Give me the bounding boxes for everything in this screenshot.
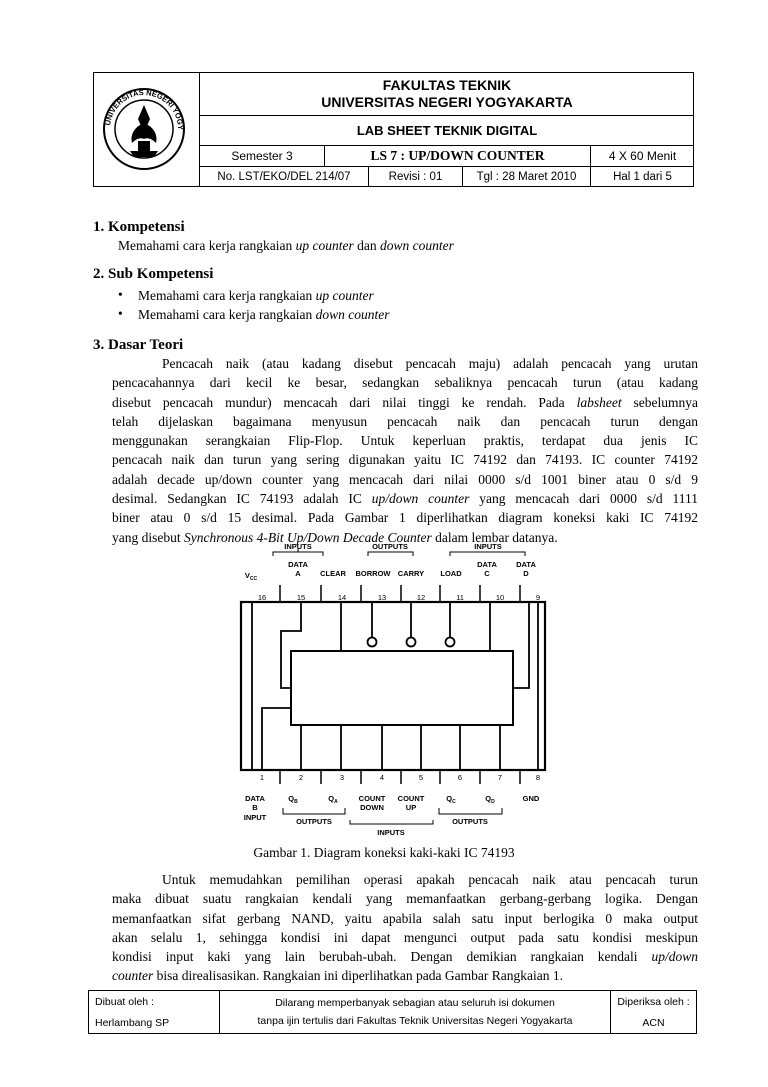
pin-number: 2 (298, 773, 304, 782)
document-footer (88, 990, 697, 1034)
doc-number: No. LST/EKO/DEL 214/07 (217, 170, 351, 183)
pin-label: COUNT (397, 794, 425, 803)
checked-by-name: ACN (642, 1017, 665, 1029)
pin-label: $Q_B$ (288, 794, 298, 805)
pin-label: DATA (516, 560, 536, 569)
pin-label: A (295, 569, 301, 578)
brace-outputs-left (283, 808, 345, 814)
sheet-title: LAB SHEET TEKNIK DIGITAL (356, 123, 538, 138)
ic-logic-block (291, 651, 513, 725)
pin-number: 13 (377, 593, 387, 602)
pin-label: COUNT (358, 794, 386, 803)
ic-74193-pin-diagram (225, 538, 555, 838)
pin-label: DATA (477, 560, 497, 569)
pin-label: LOAD (440, 569, 462, 578)
pin-label: $Q_C$ (446, 794, 456, 805)
brace-outputs-right (439, 808, 502, 814)
pin-number: 3 (339, 773, 345, 782)
lesson-title: LS 7 : UP/DOWN COUNTER (370, 148, 545, 163)
copyright-notice-2: tanpa ijin tertulis dari Fakultas Teknik Universitas Negeri Yogyakarta (257, 1015, 573, 1027)
made-by-label: Dibuat oleh : (95, 996, 154, 1008)
pin-number: 11 (456, 593, 464, 602)
pin-label: C (484, 569, 490, 578)
checked-by-label: Diperiksa oleh : (617, 996, 690, 1008)
top-group-label: OUTPUTS (372, 542, 408, 551)
bottom-group-label: OUTPUTS (452, 817, 488, 826)
brace-outputs-top (368, 552, 413, 556)
pin-number: 5 (418, 773, 424, 782)
pin-label: $Q_A$ (328, 794, 338, 805)
university-logo (94, 73, 200, 186)
pin-label-vcc: $V_{CC}$ (244, 571, 258, 582)
pin-number: 14 (337, 593, 347, 602)
date: Tgl : 28 Maret 2010 (476, 170, 577, 183)
semester: Semester 3 (231, 149, 293, 163)
pin-number: 10 (495, 593, 505, 602)
pin-number: 7 (497, 773, 503, 782)
pin-dividers (280, 585, 520, 784)
pin-number: 9 (535, 593, 541, 602)
pin-label: INPUT (243, 813, 267, 822)
bottom-group-label: OUTPUTS (296, 817, 332, 826)
pin-label: B (252, 803, 258, 812)
duration: 4 X 60 Menit (608, 149, 677, 163)
pin-label: CLEAR (320, 569, 346, 578)
brace-inputs-bottom (350, 820, 433, 824)
brace-inputs-right (450, 552, 525, 556)
top-group-label: INPUTS (284, 542, 312, 551)
pin-number: 4 (379, 773, 385, 782)
university-name: UNIVERSITAS NEGERI YOGYAKARTA (321, 94, 573, 110)
pin-number: 1 (259, 773, 265, 782)
pin-label: $Q_D$ (485, 794, 495, 805)
pin-label: D (523, 569, 529, 578)
section-dasar-teori-title: 3. Dasar Teori (93, 337, 184, 353)
pin-label: UP (405, 803, 417, 812)
svg-text:UNIVERSITAS NEGERI YOGYAKARTA: UNIVERSITAS NEGERI YOGY (103, 87, 186, 130)
faculty-name: FAKULTAS TEKNIK (382, 77, 512, 93)
pin-label: DATA (288, 560, 308, 569)
theory-paragraph-1: Pencacah naik (atau kadang disebut pencacah maju) adalah pencacah yang urutan pencacahannya dari kecil ke besar, sedangkan sebaliknya pencacah turun (atau kadang disebut pencacah mundur) mencacah dari nilai tinggi ke rendah. Pada labsheet sebelumnya telah dijelaskan bagaimana menyusun pencacah naik dan pencacah turun dengan menggunakan serangkaian Flip-Flop. Untuk keperluan praktis, terdapat dua jenis IC pencacah naik dan turun yang sering digunakan yaitu IC 74192 dan 74193. IC counter 74192 adalah decade up/down counter yang mencacah dari nilai 0000 s/d 1001 biner atau 0 s/d 9 desimal. Sedangkan IC 74193 adalah IC up/down counter yang mencacah dari 0000 s/d 1111 biner atau 0 s/d 15 desimal. Pada Gambar 1 diperlihatkan diagram koneksi kaki IC 74192 yang disebut Synchronous 4-Bit Up/Down Decade Counter dalam lembar datanya. (112, 356, 699, 545)
pin-number: 12 (416, 593, 426, 602)
copyright-notice-1: Dilarang memperbanyak sebagian atau seluruh isi dokumen (275, 997, 555, 1009)
brace-inputs-left (273, 548, 323, 556)
section-kompetensi-title: 1. Kompetensi (93, 219, 185, 235)
pin-label: DATA (245, 794, 265, 803)
pin-number: 6 (457, 773, 463, 782)
theory-paragraph-2: Untuk memudahkan pemilihan operasi apakah pencacah naik atau pencacah turun maka dibuat suatu rangkaian kendali yang memanfaatkan gerbang-gerbang logika. Dengan memanfaatkan sifat gerbang NAND, yaitu apabila salah satu input berlogika 0 maka output akan selalu 1, sehingga kondisi ini dapat mengunci output pada satu kondisi meskipun kondisi input kaki yang lain berubah-ubah. Dengan demikian rangkaian kendali up/down counter bisa direalisasikan. Rangkaian ini diperlihatkan pada Gambar Rangkaian 1. (112, 872, 698, 984)
revision: Revisi : 01 (388, 170, 443, 183)
pin-label: DOWN (360, 803, 384, 812)
section-sub-kompetensi-title: 2. Sub Kompetensi (93, 266, 214, 282)
pin-label: BORROW (355, 569, 391, 578)
pin-number: 15 (296, 593, 306, 602)
top-group-label: INPUTS (474, 542, 502, 551)
header-title (200, 73, 694, 115)
uny-seal-icon (94, 73, 198, 185)
page-number: Hal 1 dari 5 (613, 170, 672, 183)
pin-number: 16 (257, 593, 267, 602)
section-kompetensi-text: Memahami cara kerja rangkaian up counter dan down counter (118, 238, 454, 253)
pin-number: 8 (535, 773, 541, 782)
figure-caption: Gambar 1. Diagram koneksi kaki-kaki IC 74193 (253, 845, 515, 860)
pin-label: CARRY (397, 569, 425, 578)
pin-label: GND (522, 794, 540, 803)
made-by-name: Herlambang SP (95, 1017, 170, 1029)
document-header (93, 72, 694, 187)
bottom-group-label: INPUTS (377, 828, 405, 837)
pin-connections (252, 602, 538, 770)
